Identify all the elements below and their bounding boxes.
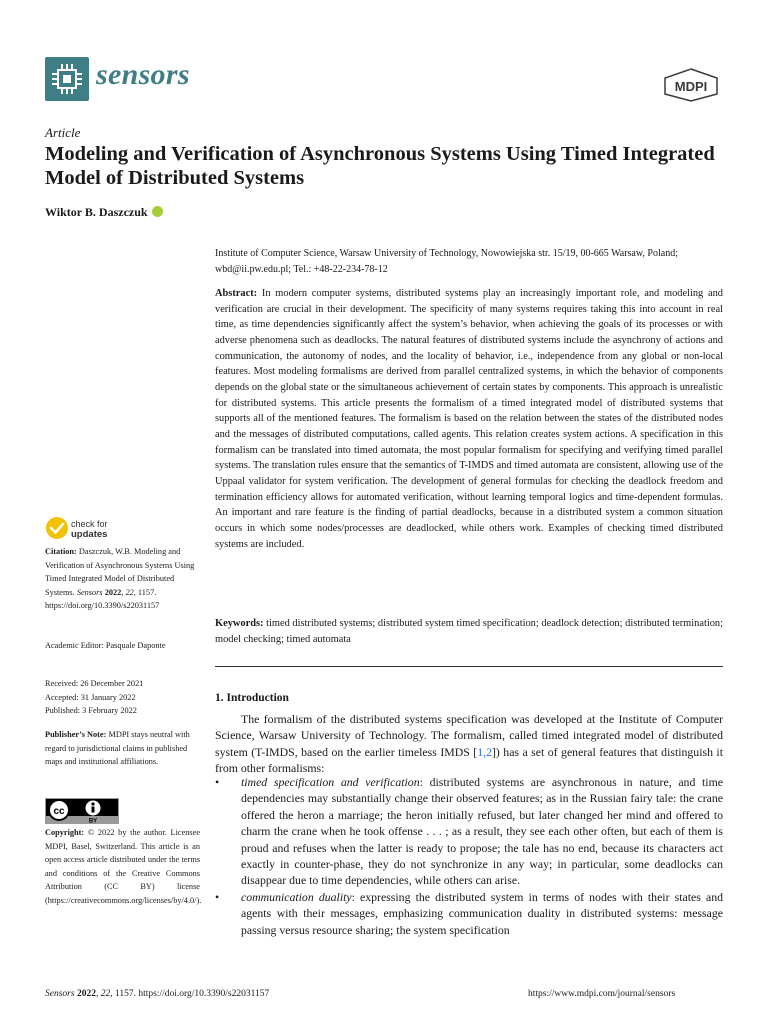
editor-name: Pasquale Daponte [105,641,166,650]
citation-rest[interactable]: , 1157. https://doi.org/10.3390/s22031157 [45,587,160,611]
paper-title: Modeling and Verification of Asynchronous Systems Using Timed Integrated Model of Distributed Systems [45,143,715,189]
author [45,205,163,220]
copyright-text: © 2022 by the author. Licensee MDPI, Basel, Switzerland. This article is an open access article distributed under the terms and conditions of the Creative Commons Attribution (CC BY) license (https://creativecommons.org/licenses/by/4.0/). [45,828,202,905]
mdpi-logo [663,68,719,107]
cc-by-icon [45,798,119,824]
intro-text-after: ]) has a set of general features that distinguish it from other formalisms: [215,744,723,776]
date-accepted: Accepted: 31 January 2022 [45,692,136,702]
svg-text:cc: cc [53,806,65,817]
abstract [215,286,723,552]
footer-volume: 22 [100,989,111,999]
list-item [215,889,723,938]
list-item-text: : distributed systems are asynchronous in nature, and time dependencies may substantially change their observed features; as in the Russian fairy tale: the crane offered the heron a marriage; the heron initially refused, but later changed her mind and offered to charm the crane when he took offense . . . ; as a result, they see each other often, but each of them is proud and refuses when the latter is ready to propose; the tale has no end, because its characters act exactly in counter-phase, they do not synchronize in any way; in particular, some deadlocks can disappear due to time dependencies, while others can arise. [241,775,723,888]
footer-journal: Sensors [45,989,75,999]
list-item [215,774,723,889]
academic-editor [45,639,200,653]
citation-volume: 22 [125,587,134,597]
abstract-label: Abstract: [215,288,258,299]
footer-journal-url[interactable]: https://www.mdpi.com/journal/sensors [528,989,676,999]
note-label: Publisher’s Note: [45,730,107,739]
intro-text-before: The formalism of the distributed systems specification was developed at the Institute of Computer Science, Warsaw University of Technology. The formalism, called timed integrated model of distributed system (T-IMDS, based on the earlier timeless IMDS [ [215,712,723,759]
date-received: Received: 26 December 2021 [45,679,144,688]
publication-dates [45,677,200,718]
cc-license-badge[interactable] [45,798,119,829]
date-published: Published: 3 February 2022 [45,706,137,716]
orcid-icon[interactable] [152,206,163,217]
keywords-label: Keywords: [215,618,264,629]
note-text: MDPI stays neutral with regard to jurisdictional claims in published maps and institutional affiliations. [45,730,190,767]
check-updates-line2: updates [71,529,108,540]
feature-list [215,774,723,938]
section-divider [215,666,723,667]
citation-journal: Sensors [76,587,103,597]
mdpi-label: MDPI [674,79,708,94]
footer-year: 2022 [76,989,96,999]
affiliation-line2: wbd@ii.pw.edu.pl; Tel.: +48-22-234-78-12 [215,263,388,275]
keywords-text: timed distributed systems; distributed system timed specification; deadlock detection; distributed termination; model checking; timed automata [215,618,723,645]
list-item-term: timed specification and verification [241,775,420,789]
reference-link[interactable]: 1,2 [477,744,492,759]
journal-name: sensors [96,58,190,91]
intro-paragraph [215,711,723,777]
editor-label: Academic Editor: [45,641,104,650]
affiliation [215,246,723,277]
list-item-text: : expressing the distributed system in terms of nodes with their states and agents with their messages, emphasizing communication duality in distributed systems: message passing versus resource sharing; the system specification [241,889,723,937]
list-item-term: communication duality [241,889,352,904]
citation: Citation: Daszczuk, W.B. Modeling and Verification of Asynchronous Systems Using Timed Integrated Model of Distributed Systems. Sensors 2022, 22, 1157. https://doi.org/10.3390/s22031157 [45,547,195,611]
citation-text: Daszczuk, W.B. Modeling and Verification of Asynchronous Systems Using Timed Integrated Model of Distributed Systems. [45,547,195,597]
copyright-label: Copyright: [45,828,85,837]
footer-doi[interactable]: , 1157. https://doi.org/10.3390/s22031157 [110,989,270,999]
article-type: Article [45,125,81,140]
footer-citation: Sensors 2022, 22, 1157. https://doi.org/10.3390/s22031157 [45,989,270,999]
publisher-note [45,728,200,769]
check-updates-label[interactable] [71,519,108,540]
mdpi-badge-icon [663,68,719,102]
affiliation-line1: Institute of Computer Science, Warsaw University of Technology, Nowowiejska str. 15/19, 00-665 Warsaw, Poland; [215,248,678,259]
keywords [215,616,723,647]
abstract-text: In modern computer systems, distributed systems play an increasingly important role, and modeling and verification are crucial in their development. The specificity of many systems requires taking this into account in real time, as time dependencies significantly affect the system’s behavior, when achieving the goals of its processes or with adverse phenomena such as deadlocks. The natural features of distributed systems include the asynchrony of actions and communication, the autonomy of nodes, and the locality of behavior, i.e., independence from any global or non-local features. Most modeling formalisms are derived from parallel centralized systems, in which the behavior of components depends on the global state or the simultaneous achievement of certain states by components. This approach is unrealistic for distributed systems. This article presents the formalism of a timed integrated model of distributed systems that supports all of the mentioned features. The formalism is based on the relation between the states of the distributed nodes and the messages of distributed computations, called agents. This relation creates system actions. A specification in this formalism can be translated into timed automata, the most popular formalism for specifying and verifying timed parallel systems. The translation rules ensure that the semantics of T-IMDS and timed automata are consistent, allowing use of the Uppaal validator for system verification. The development of general formulas for checking the deadlock freedom and termination efficiency allows for automated verification, without learning temporal logics and time-dependent formulas. An important and rare feature is the finding of partial deadlocks, because in a distributed system a common situation occurs in which some nodes/processes are deadlocked, while others work. Examples of checking timed distributed systems are included. [215,288,723,550]
citation-label: Citation: [45,547,77,556]
check-updates-icon [45,516,69,540]
citation-year: 2022 [104,587,122,597]
copyright [45,826,200,908]
cc-by-label: BY [88,818,98,824]
check-for-updates-button[interactable] [45,516,69,545]
section-heading-introduction: 1. Introduction [215,692,289,704]
check-updates-line1: check for [71,519,108,529]
journal-logo [45,57,89,101]
author-name: Wiktor B. Daszczuk [45,205,148,219]
chip-icon [45,57,89,101]
